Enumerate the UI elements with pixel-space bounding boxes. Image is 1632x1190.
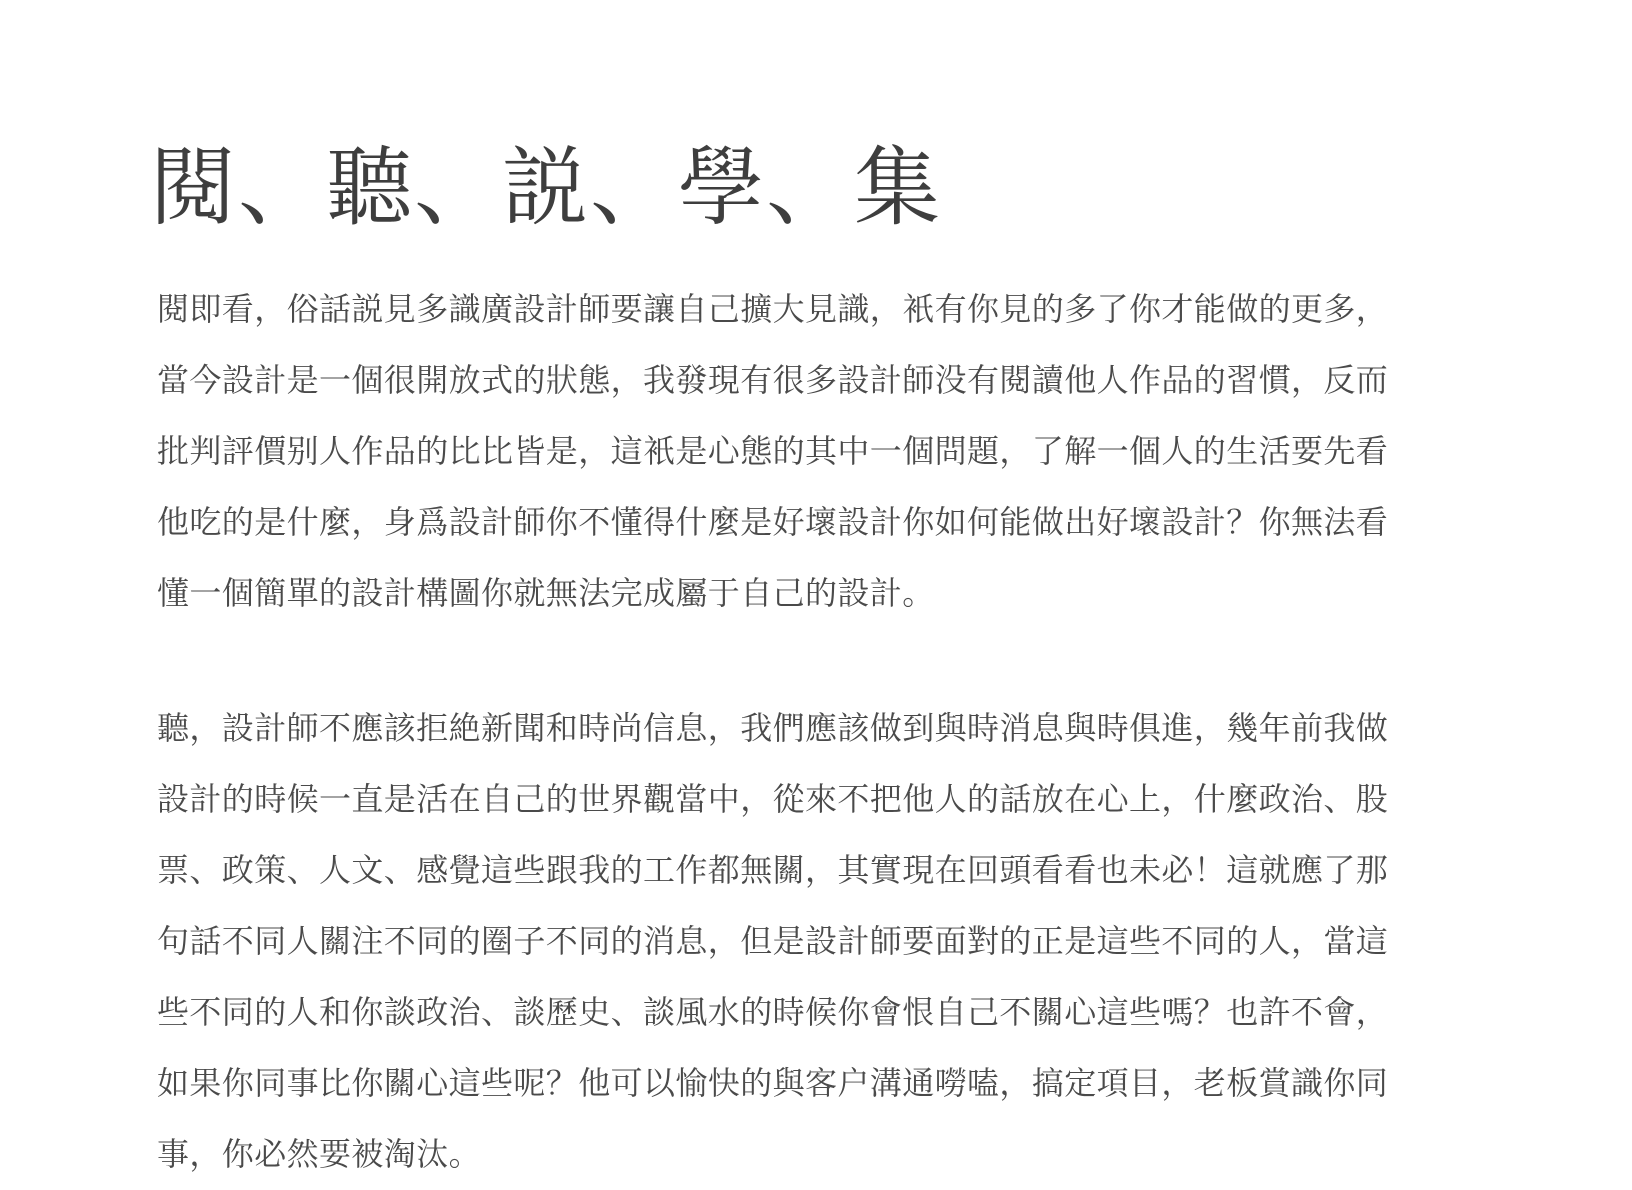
paragraph-read [157, 274, 1457, 629]
paragraph-line: 懂一個簡單的設計構圖你就無法完成屬于自己的設計。 [157, 574, 935, 612]
paragraph-line: 如果你同事比你關心這些呢？他可以愉快的與客户溝通嘮嗑，搞定項目，老板賞識你同 [157, 1064, 1389, 1102]
paragraph-line: 句話不同人關注不同的圈子不同的消息，但是設計師要面對的正是這些不同的人，當這 [157, 922, 1389, 960]
paragraph-line: 些不同的人和你談政治、談歷史、談風水的時候你會恨自己不關心這些嗎？也許不會， [157, 993, 1389, 1031]
paragraph-line: 聽，設計師不應該拒絶新聞和時尚信息，我們應該做到與時消息與時俱進，幾年前我做 [157, 709, 1389, 747]
paragraph-listen [157, 693, 1457, 1190]
paragraph-line: 票、政策、人文、感覺這些跟我的工作都無關，其實現在回頭看看也未必！這就應了那 [157, 851, 1389, 889]
paragraph-line: 他吃的是什麼，身爲設計師你不懂得什麼是好壞設計你如何能做出好壞設計？你無法看 [157, 503, 1389, 541]
page-title: 閱、聽、説、學、集 [150, 138, 942, 238]
paragraph-line: 閱即看，俗話説見多識廣設計師要讓自己擴大見識，衹有你見的多了你才能做的更多， [157, 290, 1389, 328]
paragraph-line: 當今設計是一個很開放式的狀態，我發現有很多設計師没有閱讀他人作品的習慣，反而 [157, 361, 1389, 399]
paragraph-line: 事，你必然要被淘汰。 [157, 1135, 482, 1173]
paragraph-line: 設計的時候一直是活在自己的世界觀當中，從來不把他人的話放在心上，什麼政治、股 [157, 780, 1389, 818]
paragraph-line: 批判評價别人作品的比比皆是，這衹是心態的其中一個問題，了解一個人的生活要先看 [157, 432, 1389, 470]
